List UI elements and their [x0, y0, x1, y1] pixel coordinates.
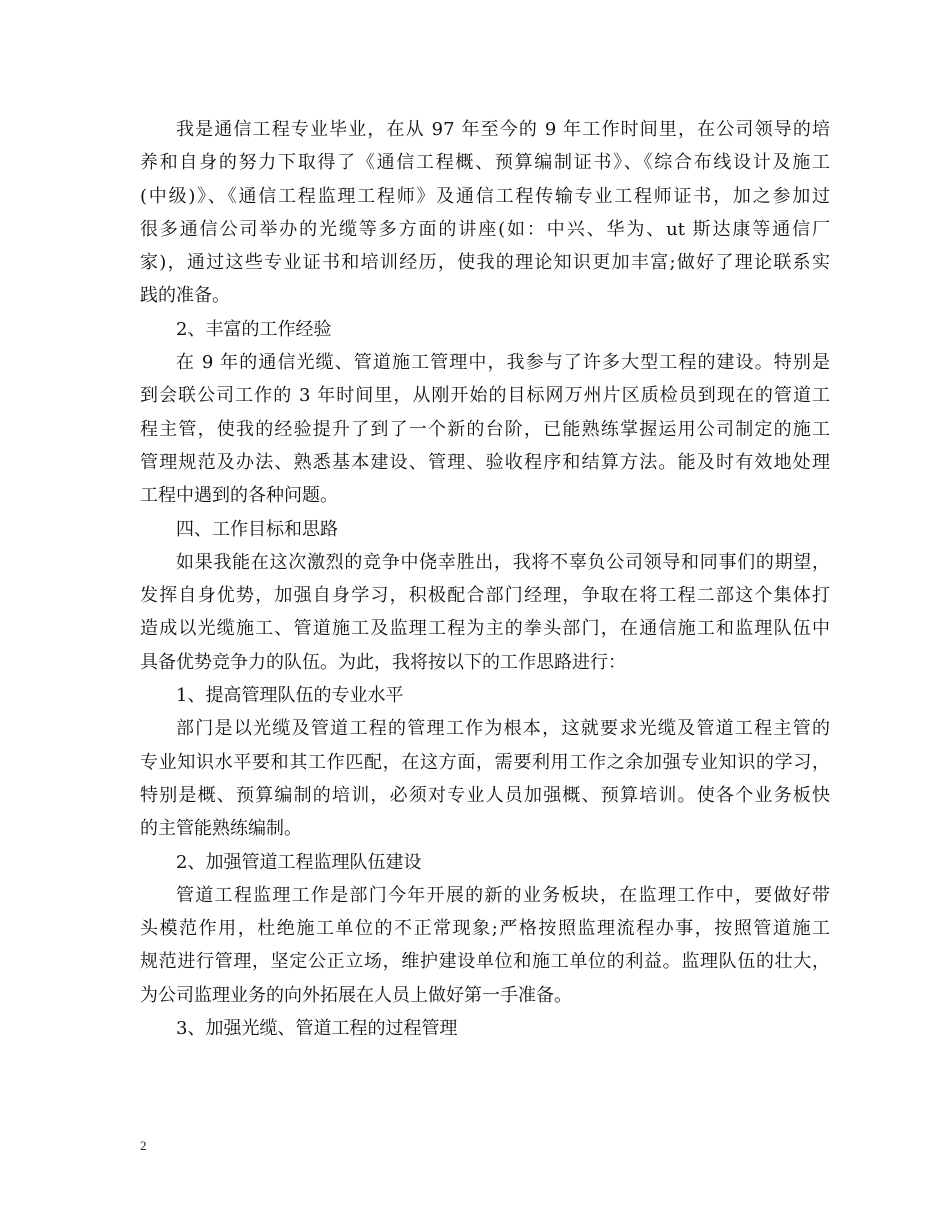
paragraph-line: 造成以光缆施工、管道施工及监理工程为主的拳头部门，在通信施工和监理队伍中 [140, 618, 830, 640]
paragraph-line: 在 9 年的通信光缆、管道施工管理中，我参与了许多大型工程的建设。特别是 [176, 352, 830, 374]
paragraph-line: (中级)》、《通信工程监理工程师》及通信工程传输专业工程师证书，加之参加过 [140, 185, 830, 207]
paragraph-line: 家)，通过这些专业证书和培训经历，使我的理论知识更加丰富;做好了理论联系实 [140, 252, 830, 274]
section-heading: 2、丰富的工作经验 [176, 318, 332, 340]
paragraph-line: 具备优势竞争力的队伍。为此，我将按以下的工作思路进行： [140, 651, 626, 673]
paragraph-line: 管理规范及办法、熟悉基本建设、管理、验收程序和结算方法。能及时有效地处理 [140, 451, 830, 473]
paragraph-line: 的主管能熟练编制。 [140, 818, 302, 840]
paragraph-line: 到会联公司工作的 3 年时间里，从刚开始的目标网万州片区质检员到现在的管道工 [140, 385, 830, 407]
paragraph-line: 专业知识水平要和其工作匹配，在这方面，需要利用工作之余加强专业知识的学习， [140, 751, 830, 773]
section-heading: 四、工作目标和思路 [176, 518, 338, 540]
page-number: 2 [140, 1138, 147, 1153]
paragraph-line: 践的准备。 [140, 285, 230, 307]
paragraph-line: 规范进行管理，坚定公正立场，维护建设单位和施工单位的利益。监理队伍的壮大， [140, 951, 830, 973]
paragraph-line: 部门是以光缆及管道工程的管理工作为根本，这就要求光缆及管道工程主管的 [176, 718, 830, 740]
paragraph-line: 如果我能在这次激烈的竞争中侥幸胜出，我将不辜负公司领导和同事们的期望， [176, 551, 830, 573]
paragraph-line: 工程中遇到的各种问题。 [140, 485, 338, 507]
paragraph-line: 我是通信工程专业毕业，在从 97 年至今的 9 年工作时间里，在公司领导的培 [176, 119, 830, 140]
paragraph-line: 很多通信公司举办的光缆等多方面的讲座(如：中兴、华为、ut 斯达康等通信厂 [140, 218, 830, 240]
paragraph-line: 为公司监理业务的向外拓展在人员上做好第一手准备。 [140, 984, 572, 1006]
paragraph-line: 管道工程监理工作是部门今年开展的新的业务板块，在监理工作中，要做好带 [176, 884, 830, 906]
section-heading: 2、加强管道工程监理队伍建设 [176, 851, 422, 873]
paragraph-line: 程主管，使我的经验提升了到了一个新的台阶，已能熟练掌握运用公司制定的施工 [140, 418, 830, 440]
section-heading: 1、提高管理队伍的专业水平 [176, 685, 404, 707]
paragraph-line: 发挥自身优势，加强自身学习，积极配合部门经理，争取在将工程二部这个集体打 [140, 585, 830, 607]
paragraph-line: 头模范作用，杜绝施工单位的不正常现象;严格按照监理流程办事，按照管道施工 [140, 918, 830, 940]
paragraph-line: 特别是概、预算编制的培训，必须对专业人员加强概、预算培训。使各个业务板快 [140, 784, 830, 806]
section-heading: 3、加强光缆、管道工程的过程管理 [176, 1018, 458, 1040]
document-body [140, 113, 830, 1045]
paragraph-line: 养和自身的努力下取得了《通信工程概、预算编制证书》、《综合布线设计及施工 [140, 152, 830, 174]
